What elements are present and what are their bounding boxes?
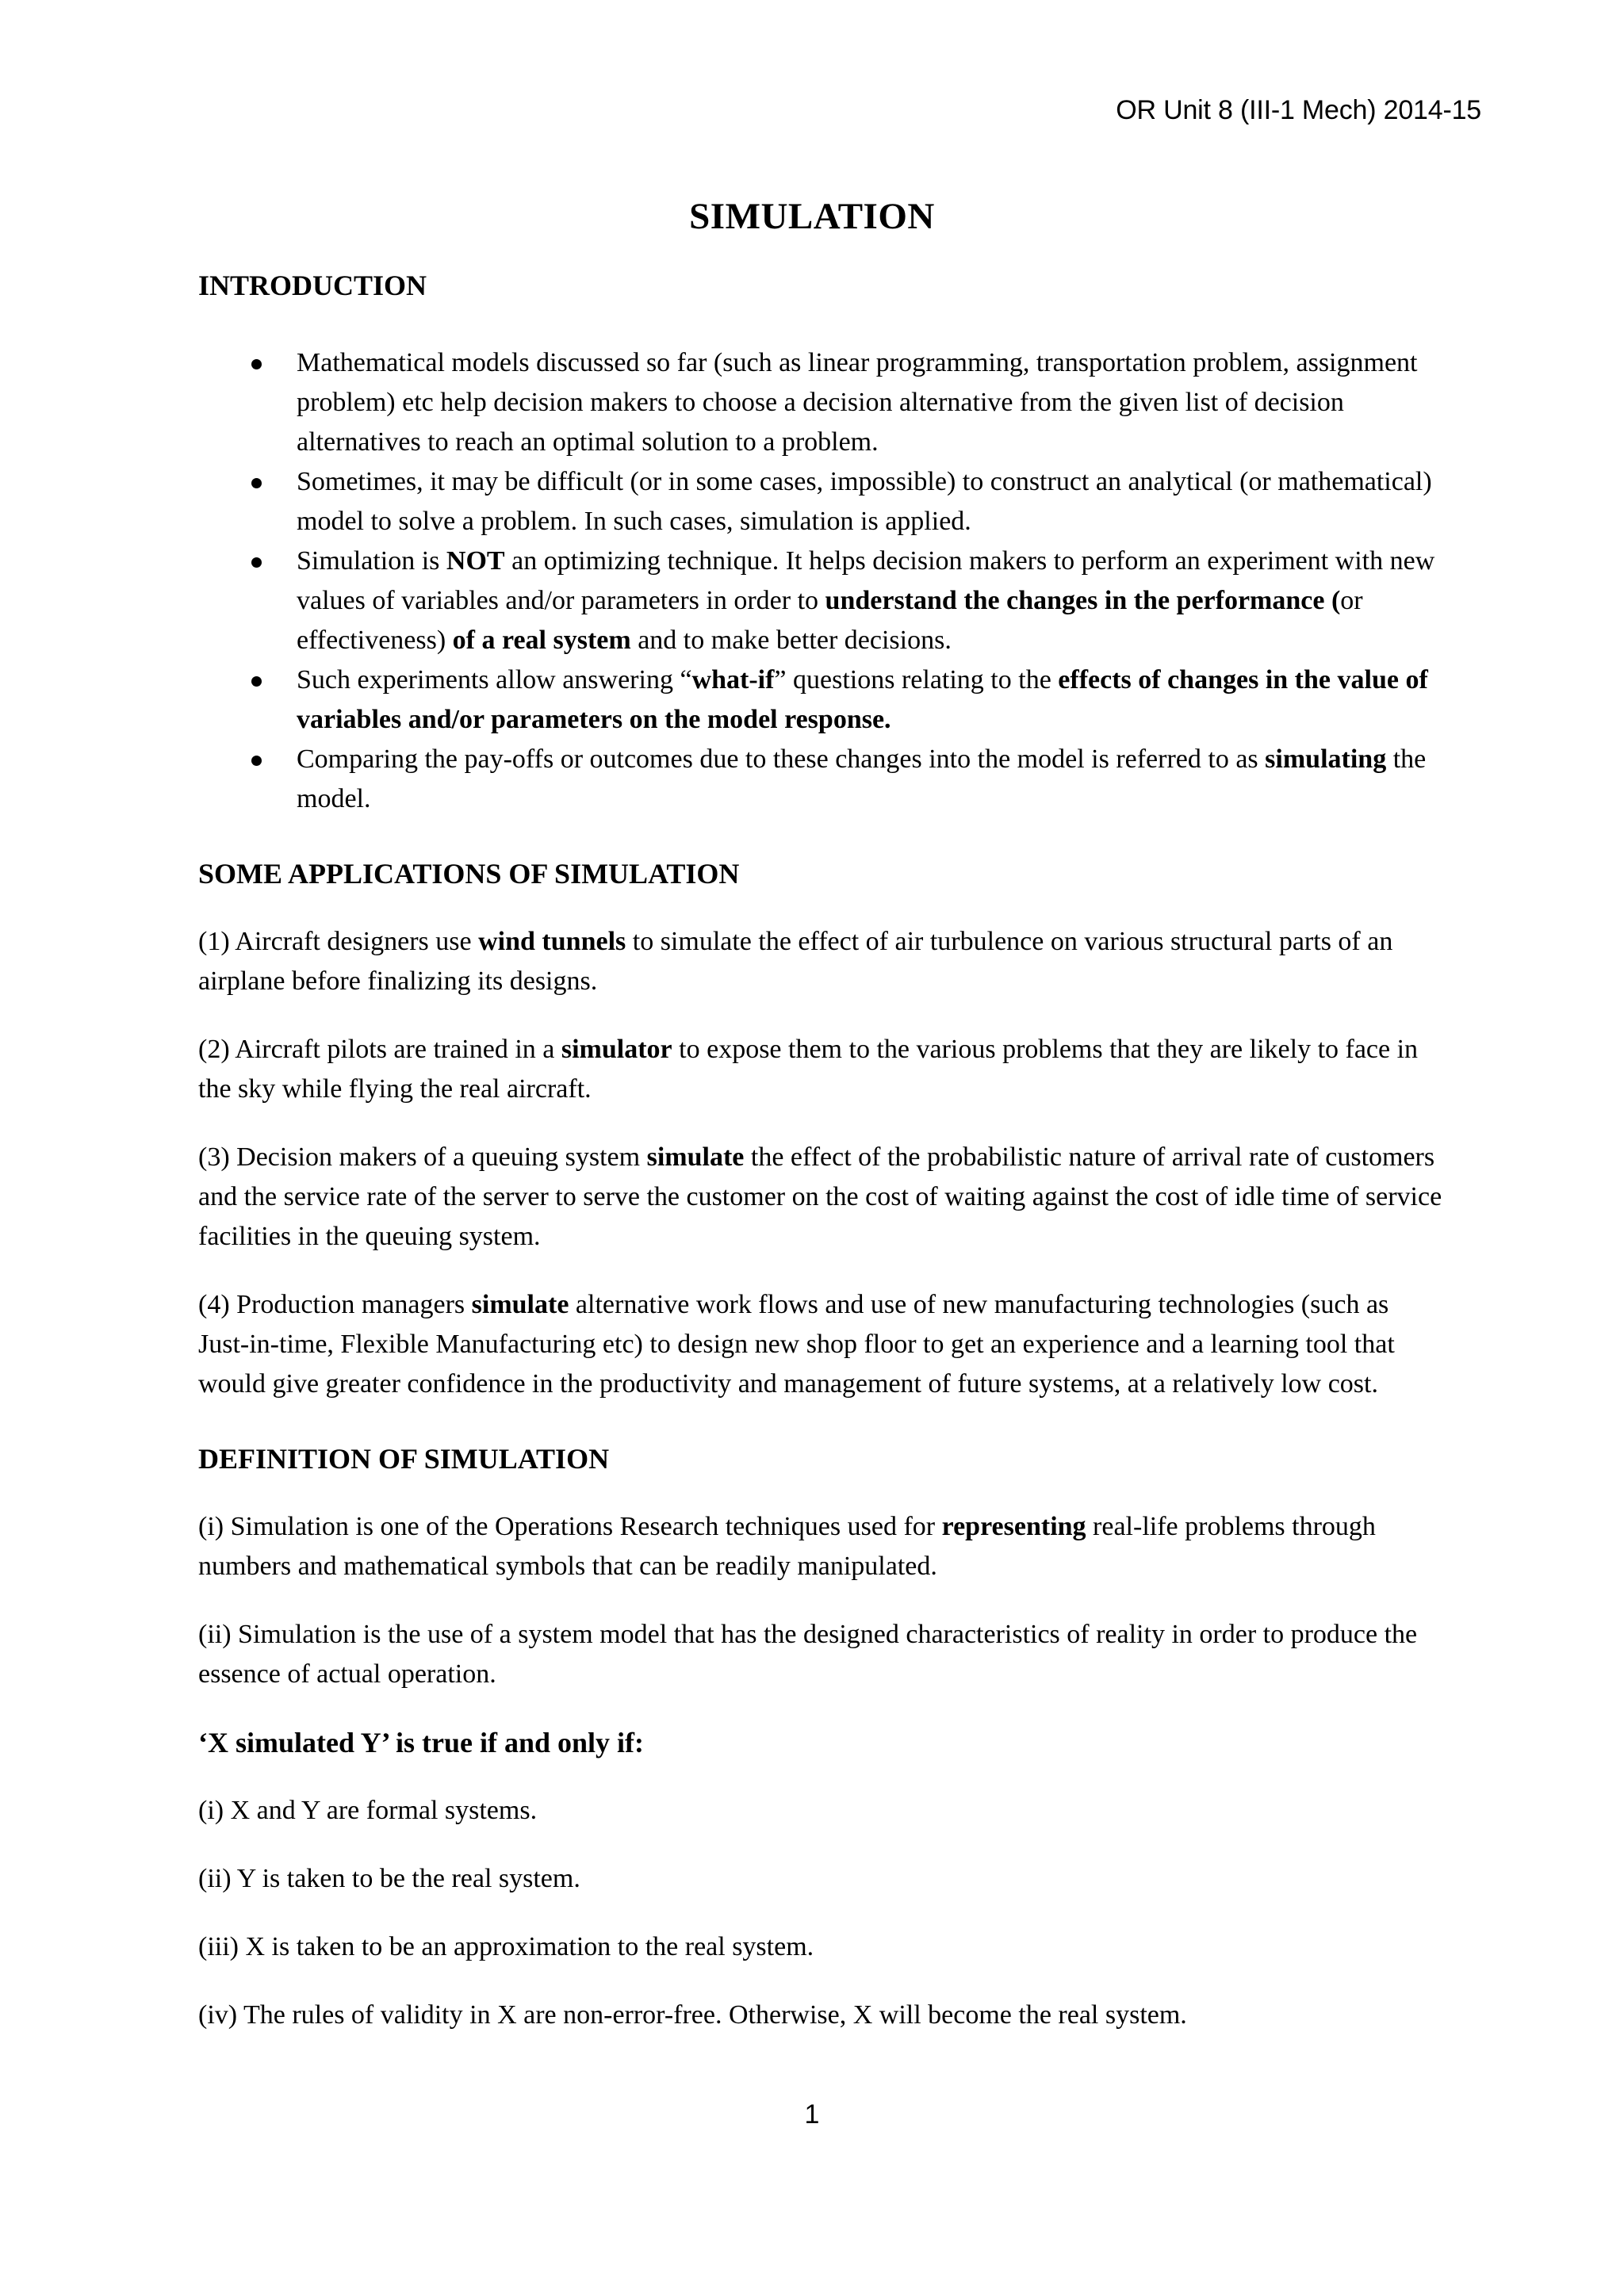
running-header: OR Unit 8 (III-1 Mech) 2014-15	[1116, 95, 1481, 125]
bullet-icon	[251, 557, 262, 568]
bullet-icon	[251, 676, 262, 687]
bullet-icon	[251, 359, 262, 369]
bullet-icon	[251, 478, 262, 488]
application-paragraph: (4) Production managers simulate alternative work flows and use of new manufacturing technologies (such as Just-in-time, Flexible Manufacturing etc) to design new shop floor to get an experience and a learning tool that would give greater confidence in the productivity and management of future systems, at a relatively low cost.	[198, 1290, 1395, 1399]
condition-item: (iv) The rules of validity in X are non-error-free. Otherwise, X will become the real system.	[198, 2000, 1187, 2030]
condition-item: (i) X and Y are formal systems.	[198, 1796, 538, 1825]
condition-item: (iii) X is taken to be an approximation to the real system.	[198, 1932, 814, 1961]
list-item: Mathematical models discussed so far (such as linear programming, transportation problem, assignment problem) etc help decision makers to choose a decision alternative from the given list of decision alternatives to reach an optimal solution to a problem.	[297, 343, 1443, 462]
page-title: SIMULATION	[689, 196, 935, 237]
list-item: Sometimes, it may be difficult (or in some cases, impossible) to construct an analytical (or mathematical) model to solve a problem. In such cases, simulation is applied.	[297, 462, 1443, 541]
list-item: Such experiments allow answering “what-if” questions relating to the effects of changes in the value of variables and/or parameters on the model response.	[297, 660, 1443, 740]
application-paragraph: (3) Decision makers of a queuing system simulate the effect of the probabilistic nature of arrival rate of customers and the service rate of the server to serve the customer on the cost of waiting against the cost of idle time of service facilities in the queuing system.	[198, 1142, 1442, 1251]
bullet-icon	[251, 756, 262, 766]
list-item: Simulation is NOT an optimizing technique. It helps decision makers to perform an experiment with new values of variables and/or parameters in order to understand the changes in the performance (or effectiveness) of a real system and to make better decisions.	[297, 541, 1443, 660]
application-paragraph: (2) Aircraft pilots are trained in a simulator to expose them to the various problems that they are likely to face in the sky while flying the real aircraft.	[198, 1035, 1419, 1104]
list-item: Comparing the pay-offs or outcomes due to these changes into the model is referred to as simulating the model.	[297, 740, 1443, 819]
definition-paragraph: (i) Simulation is one of the Operations Research techniques used for representing real-life problems through numbers and mathematical symbols that can be readily manipulated.	[198, 1512, 1376, 1581]
applications-heading: SOME APPLICATIONS OF SIMULATION	[198, 858, 740, 890]
definition-paragraph: (ii) Simulation is the use of a system model that has the designed characteristics of reality in order to produce the essence of actual operation.	[198, 1620, 1418, 1689]
condition-item: (ii) Y is taken to be the real system.	[198, 1864, 580, 1893]
introduction-heading: INTRODUCTION	[198, 270, 427, 301]
definition-heading: DEFINITION OF SIMULATION	[198, 1443, 610, 1475]
page-content	[198, 266, 1443, 2035]
x-simulated-y-heading: ‘X simulated Y’ is true if and only if:	[198, 1727, 644, 1758]
application-paragraph: (1) Aircraft designers use wind tunnels to simulate the effect of air turbulence on various structural parts of an airplane before finalizing its designs.	[198, 927, 1393, 996]
introduction-bullet-list	[198, 343, 1443, 819]
page-number: 1	[804, 2099, 820, 2130]
